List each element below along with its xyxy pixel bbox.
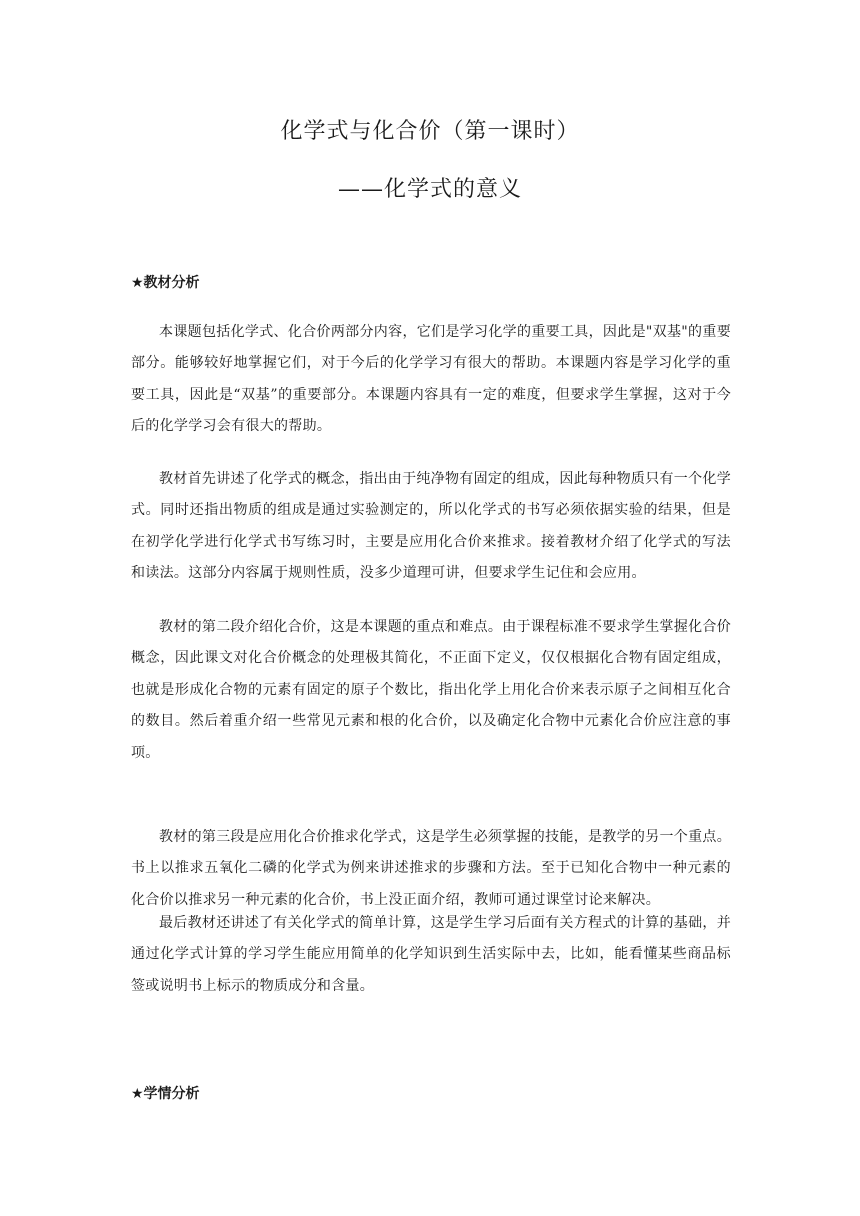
document-subtitle: ——化学式的意义 — [337, 177, 522, 202]
section-heading-textbook-analysis: ★教材分析 — [131, 275, 200, 291]
paragraph: 最后教材还讲述了有关化学式的简单计算，这是学生学习后面有关方程式的计算的基础，并通过化学式计算的学习学生能应用简单的化学知识到生活实际中去，比如，能看懂某些商品标签或说明书上标示的物质成分和含量。 — [131, 915, 731, 994]
paragraph: 教材的第二段介绍化合价，这是本课题的重点和难点。由于课程标准不要求学生掌握化合价概念，因此课文对化合价概念的处理极其简化，不正面下定义，仅仅根据化合物有固定组成，也就是形成化合物的元素有固定的原子个数比，指出化学上用化合价来表示原子之间相互化合的数目。然后着重介绍一些常见元素和根的化合价，以及确定化合物中元素化合价应注意的事项。 — [131, 619, 731, 761]
section-heading-student-analysis: ★学情分析 — [131, 1086, 200, 1102]
paragraph: 教材的第三段是应用化合价推求化学式，这是学生必须掌握的技能，是教学的另一个重点。书上以推求五氧化二磷的化学式为例来讲述推求的步骤和方法。至于已知化合物中一种元素的化合价以推求另一种元素的化合价，书上没正面介绍，教师可通过课堂讨论来解决。 — [131, 829, 731, 908]
paragraph: 教材首先讲述了化学式的概念，指出由于纯净物有固定的组成，因此每种物质只有一个化学式。同时还指出物质的组成是通过实验测定的，所以化学式的书写必须依据实验的结果，但是在初学化学进行化学式书写练习时，主要是应用化合价来推求。接着教材介绍了化学式的写法和读法。这部分内容属于规则性质，没多少道理可讲，但要求学生记住和会应用。 — [131, 471, 731, 582]
paragraph: 本课题包括化学式、化合价两部分内容，它们是学习化学的重要工具，因此是"双基"的重要部分。能够较好地掌握它们，对于今后的化学学习有很大的帮助。本课题内容是学习化学的重要工具，因此是“双基”的重要部分。本课题内容具有一定的难度，但要求学生掌握，这对于今后的化学学习会有很大的帮助。 — [131, 324, 731, 435]
document-title: 化学式与化合价（第一课时） — [280, 119, 580, 144]
